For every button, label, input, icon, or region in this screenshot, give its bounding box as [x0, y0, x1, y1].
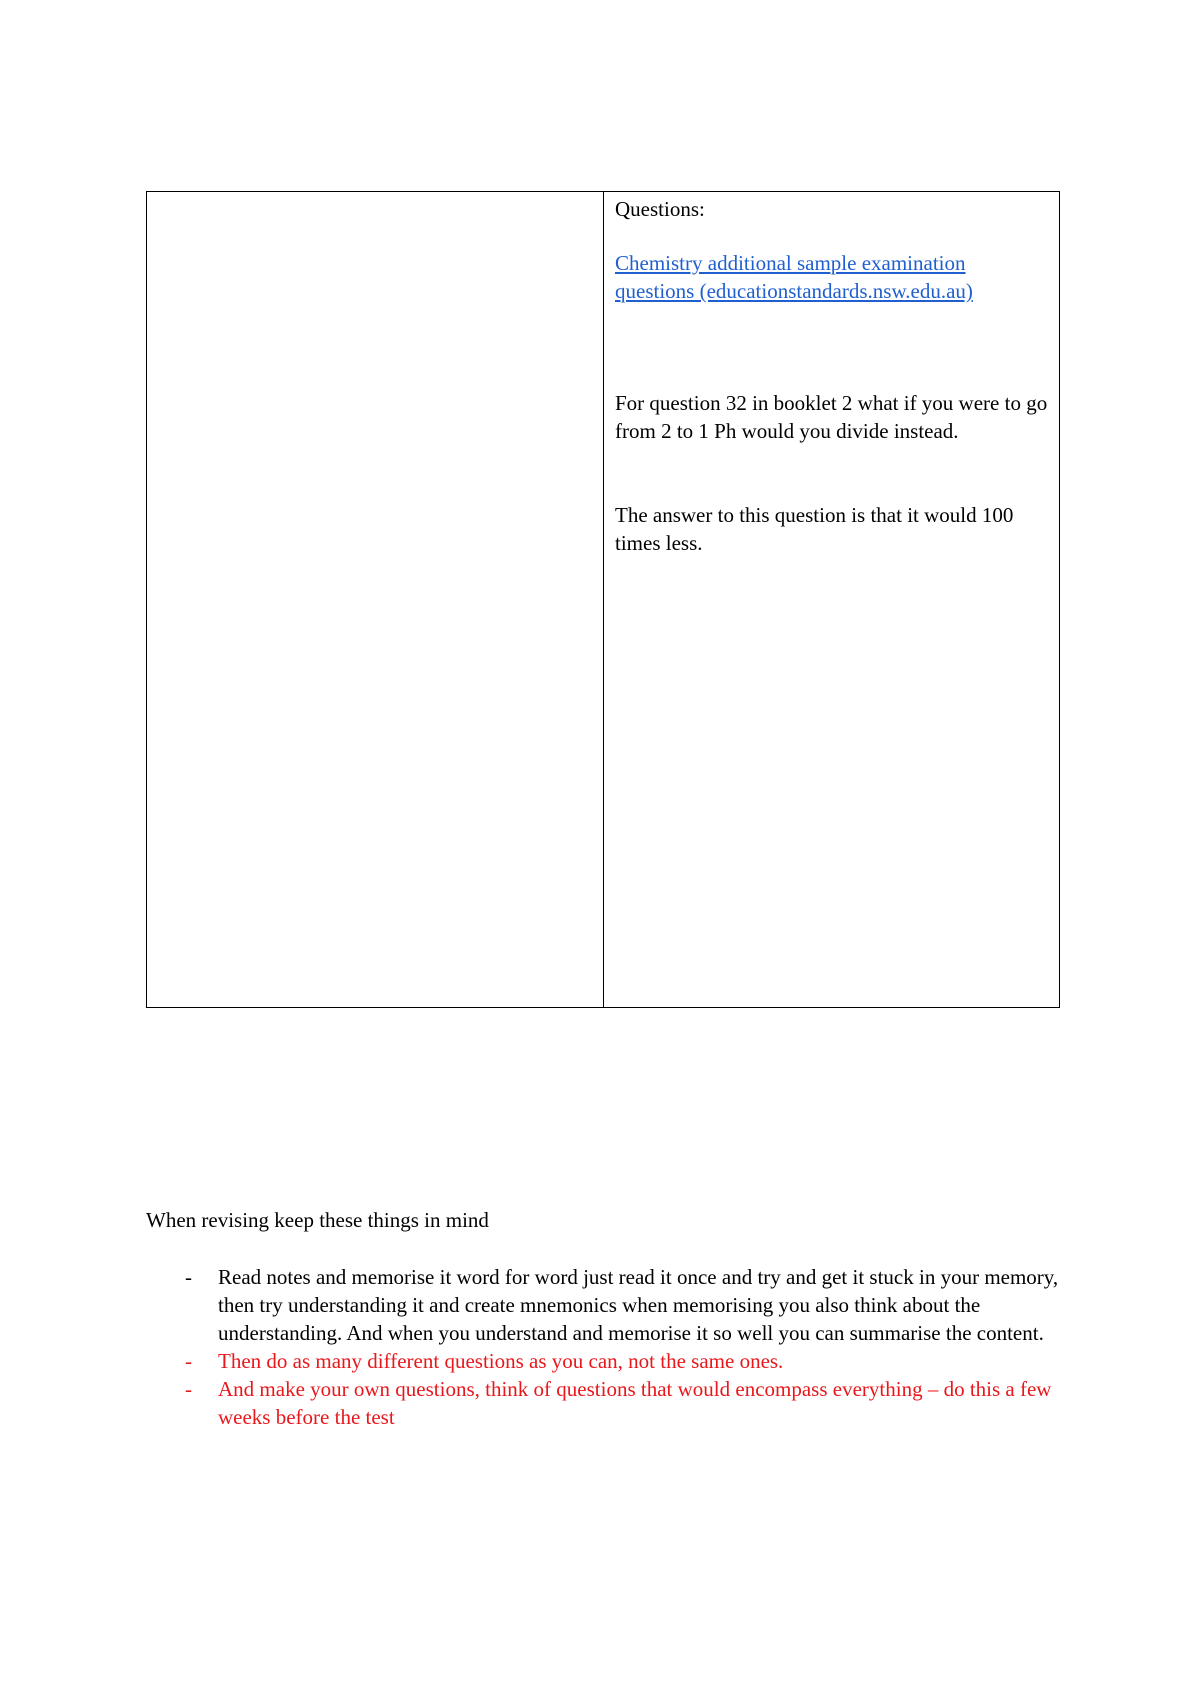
answer-paragraph: The answer to this question is that it would 100 times less.	[615, 503, 1014, 555]
list-item-text: Read notes and memorise it word for word just read it once and try and get it stuck in your memory, then try understanding it and create mnemonics when memorising you also think about the understanding. And when you understand and memorise it so well you can summarise the content.	[218, 1265, 1059, 1345]
dash-bullet: -	[185, 1377, 192, 1401]
table-cell-right	[604, 192, 1059, 1007]
list-item	[181, 1263, 1071, 1347]
sample-questions-link[interactable]: Chemistry additional sample examination questions (educationstandards.nsw.edu.au)	[615, 251, 973, 303]
table-cell-left	[147, 192, 604, 1007]
dash-bullet: -	[185, 1265, 192, 1289]
notes-table	[146, 191, 1060, 1008]
list-item	[181, 1347, 1071, 1375]
revision-intro: When revising keep these things in mind	[146, 1208, 489, 1232]
list-item	[181, 1375, 1071, 1431]
dash-bullet: -	[185, 1349, 192, 1373]
revision-list	[181, 1263, 1071, 1431]
questions-heading: Questions:	[615, 197, 705, 221]
question-paragraph: For question 32 in booklet 2 what if you were to go from 2 to 1 Ph would you divide instead.	[615, 391, 1048, 443]
list-item-text: And make your own questions, think of questions that would encompass everything – do this a few weeks before the test	[218, 1377, 1052, 1429]
list-item-text: Then do as many different questions as you can, not the same ones.	[218, 1349, 784, 1373]
